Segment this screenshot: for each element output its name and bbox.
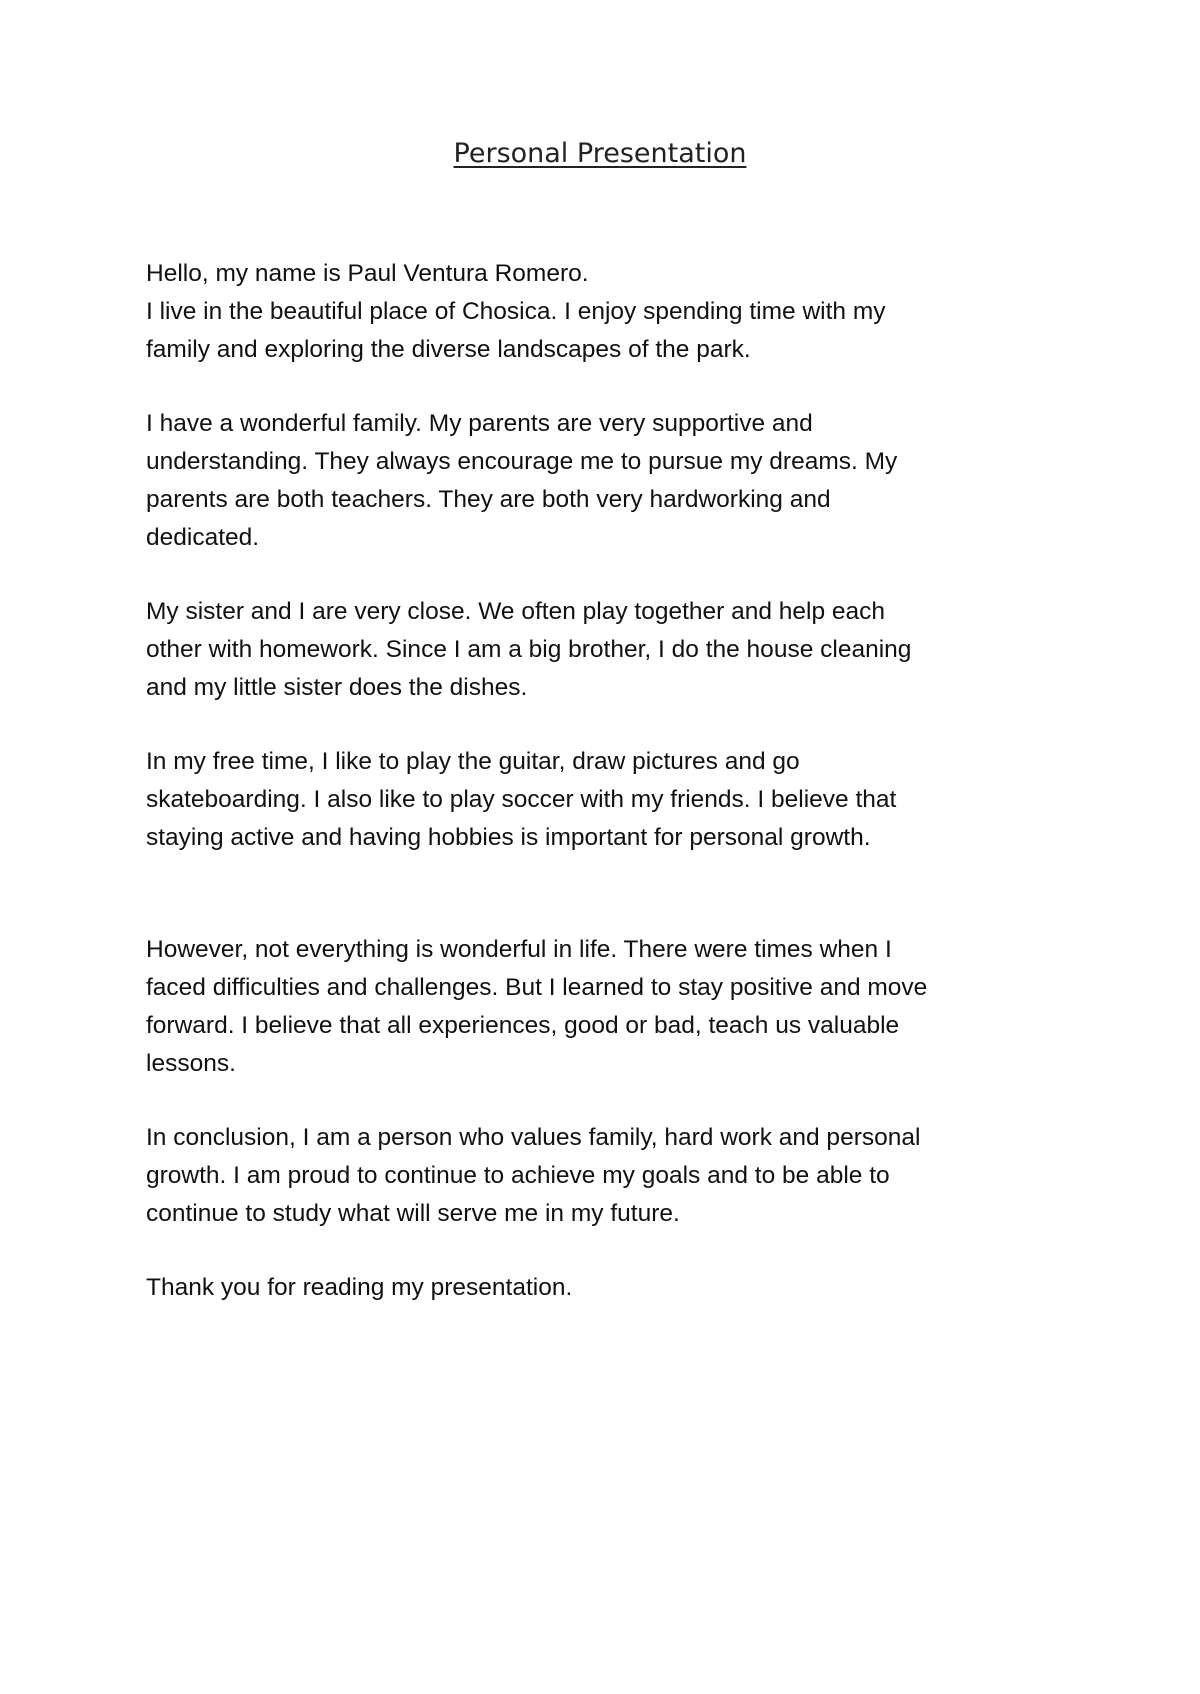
paragraph-line: I live in the beautiful place of Chosica. I enjoy spending time with my [146, 298, 886, 325]
paragraph-line: lessons. [146, 1050, 236, 1077]
paragraph-thanks [146, 1269, 1066, 1307]
paragraph-family [146, 405, 1066, 557]
paragraph-line: In my free time, I like to play the guitar, draw pictures and go [146, 748, 800, 775]
paragraph-line: family and exploring the diverse landscapes of the park. [146, 336, 751, 363]
paragraph-free-time [146, 743, 1066, 857]
paragraph-line: other with homework. Since I am a big brother, I do the house cleaning [146, 636, 912, 663]
paragraph-line: In conclusion, I am a person who values family, hard work and personal [146, 1124, 921, 1151]
paragraph-line: faced difficulties and challenges. But I learned to stay positive and move [146, 974, 928, 1001]
document-title: Personal Presentation [453, 138, 747, 169]
paragraph-line: continue to study what will serve me in my future. [146, 1200, 680, 1227]
paragraph-sister [146, 593, 1066, 707]
paragraph-line: dedicated. [146, 524, 260, 551]
paragraph-line: understanding. They always encourage me to pursue my dreams. My [146, 448, 898, 475]
paragraph-line: Thank you for reading my presentation. [146, 1274, 573, 1301]
paragraph-line: I have a wonderful family. My parents are very supportive and [146, 410, 813, 437]
paragraph-line: However, not everything is wonderful in life. There were times when I [146, 936, 892, 963]
paragraph-challenges [146, 931, 1066, 1083]
paragraph-line: and my little sister does the dishes. [146, 674, 528, 701]
paragraph-line: Hello, my name is Paul Ventura Romero. [146, 260, 589, 287]
paragraph-line: skateboarding. I also like to play soccer with my friends. I believe that [146, 786, 897, 813]
paragraph-line: growth. I am proud to continue to achieve my goals and to be able to [146, 1162, 890, 1189]
paragraph-line: staying active and having hobbies is important for personal growth. [146, 824, 871, 851]
paragraph-line: My sister and I are very close. We often play together and help each [146, 598, 886, 625]
paragraph-intro [146, 255, 1066, 369]
paragraph-conclusion [146, 1119, 1066, 1233]
paragraph-line: forward. I believe that all experiences, good or bad, teach us valuable [146, 1012, 900, 1039]
paragraph-line: parents are both teachers. They are both very hardworking and [146, 486, 831, 513]
